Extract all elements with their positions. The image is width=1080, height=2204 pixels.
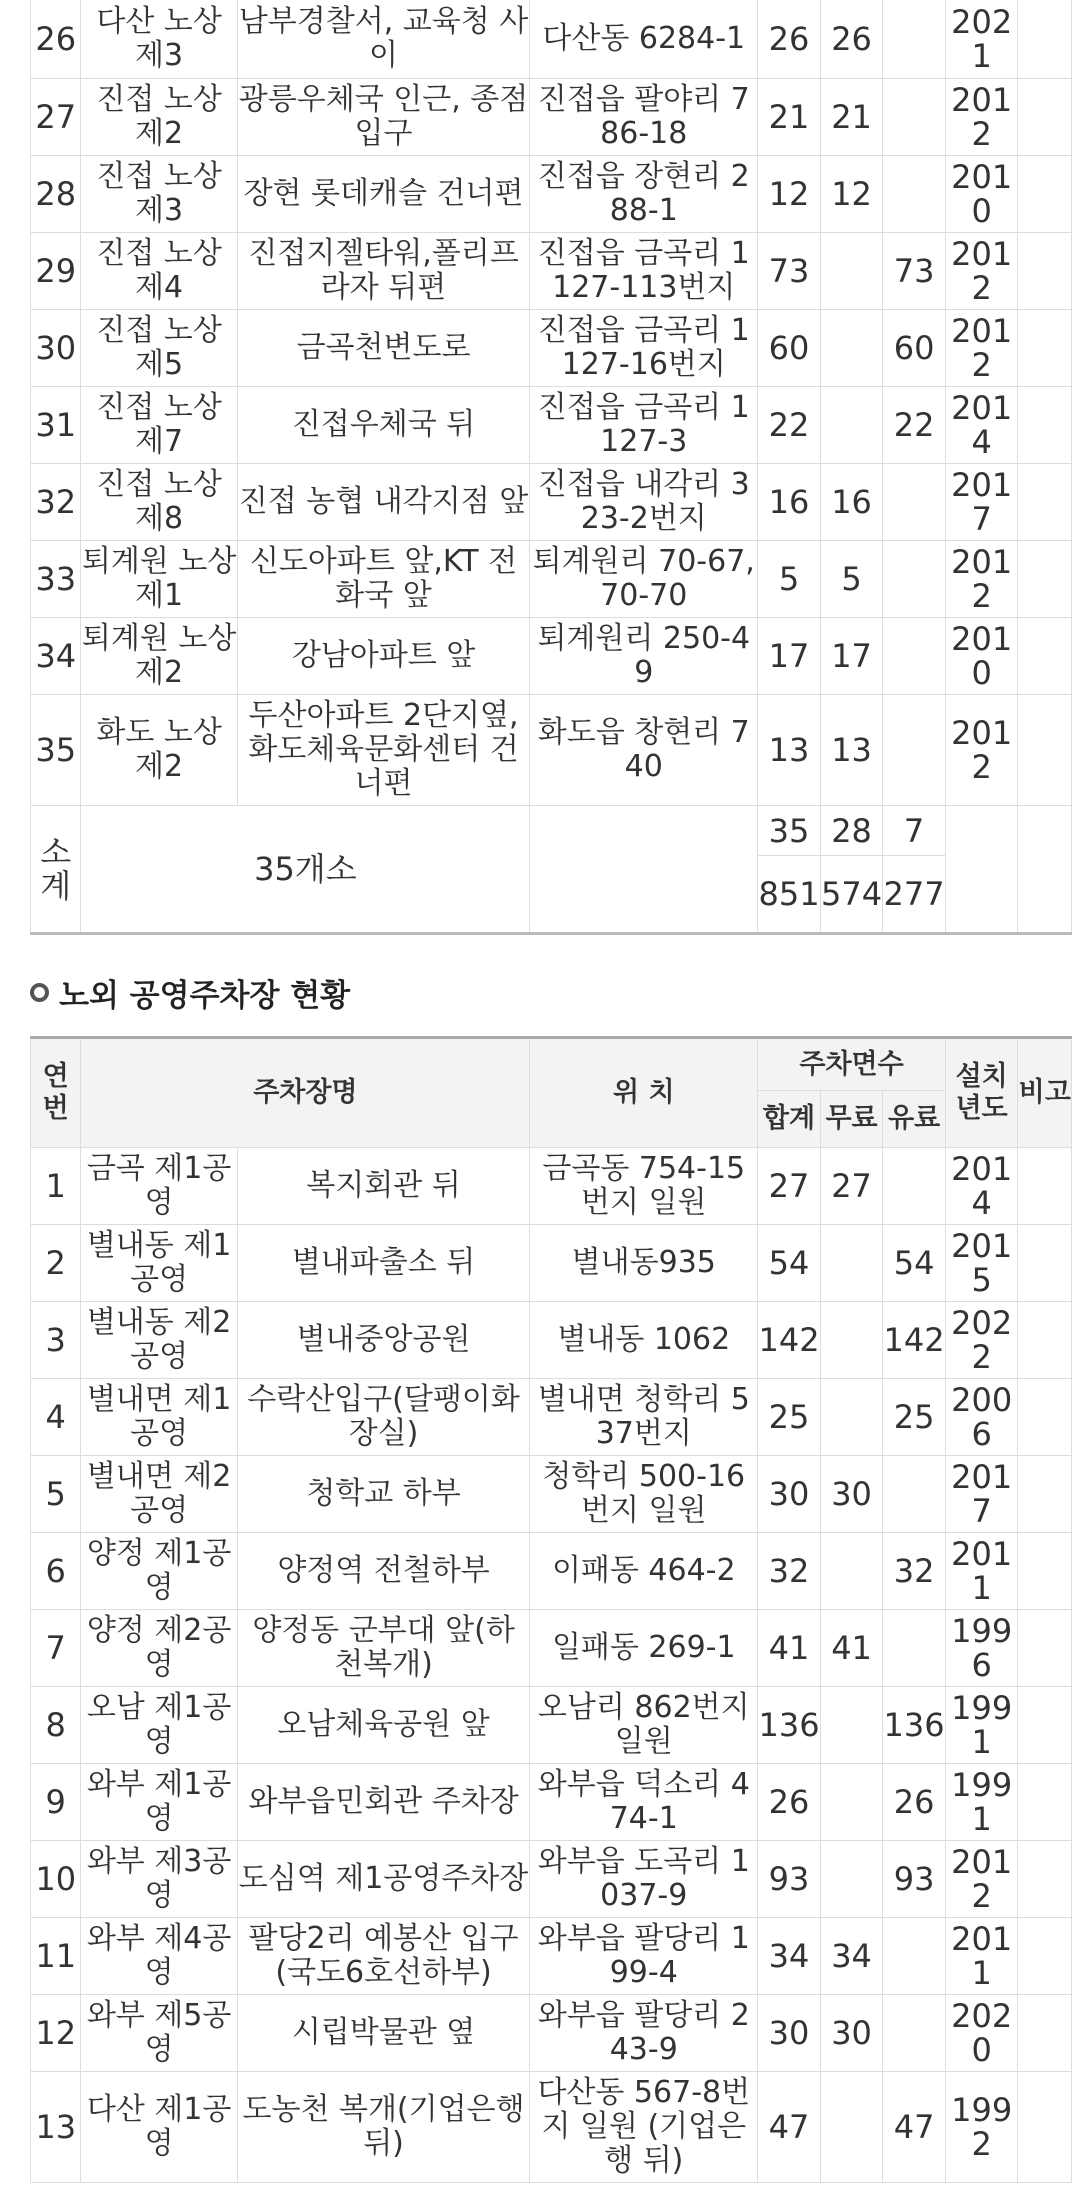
cell-name: 별내면 제2공영 <box>81 1456 237 1533</box>
cell-no: 27 <box>31 79 81 156</box>
section-heading <box>30 972 350 1012</box>
cell-name: 금곡 제1공영 <box>81 1148 237 1225</box>
cell-loc: 오남리 862번지 일원 <box>530 1687 758 1764</box>
cell-loc: 진접읍 금곡리 1127-113번지 <box>530 233 758 310</box>
cell-name: 퇴계원 노상제2 <box>81 618 237 695</box>
cell-loc: 일패동 269-1 <box>530 1610 758 1687</box>
cell-year: 2012 <box>945 541 1018 618</box>
cell-free: 5 <box>820 541 883 618</box>
cell-total: 17 <box>758 618 821 695</box>
cell-loc: 별내동 1062 <box>530 1302 758 1379</box>
subtotal-note-cell <box>1018 806 1072 934</box>
cell-free: 13 <box>820 695 883 806</box>
subtotal-section <box>31 806 1072 934</box>
cell-desc: 양정동 군부대 앞(하천복개) <box>237 1610 530 1687</box>
cell-desc: 오남체육공원 앞 <box>237 1687 530 1764</box>
cell-desc: 별내중앙공원 <box>237 1302 530 1379</box>
cell-no: 30 <box>31 310 81 387</box>
cell-desc: 진접우체국 뒤 <box>237 387 530 464</box>
cell-desc: 두산아파트 2단지옆, 화도체육문화센터 건너편 <box>237 695 530 806</box>
cell-free <box>820 1764 883 1841</box>
cell-note <box>1018 695 1072 806</box>
table-row <box>31 618 1072 695</box>
cell-name: 와부 제1공영 <box>81 1764 237 1841</box>
cell-note <box>1018 1302 1072 1379</box>
cell-desc: 도농천 복개(기업은행 뒤) <box>237 2072 530 2183</box>
cell-note <box>1018 1148 1072 1225</box>
cell-paid <box>883 0 946 79</box>
cell-note <box>1018 1918 1072 1995</box>
table-row <box>31 695 1072 806</box>
cell-total: 30 <box>758 1995 821 2072</box>
section-title: 노외 공영주차장 현황 <box>59 977 351 1014</box>
cell-year: 2011 <box>945 1918 1018 1995</box>
subtotal-row-sites <box>31 806 1072 856</box>
cell-no: 12 <box>31 1995 81 2072</box>
cell-note <box>1018 387 1072 464</box>
cell-loc: 이패동 464-2 <box>530 1533 758 1610</box>
cell-free: 26 <box>820 0 883 79</box>
cell-name: 별내동 제2공영 <box>81 1302 237 1379</box>
cell-note <box>1018 1841 1072 1918</box>
cell-total: 60 <box>758 310 821 387</box>
cell-name: 와부 제5공영 <box>81 1995 237 2072</box>
table-row <box>31 1764 1072 1841</box>
cell-name: 별내면 제1공영 <box>81 1379 237 1456</box>
cell-total: 30 <box>758 1456 821 1533</box>
cell-total: 47 <box>758 2072 821 2183</box>
cell-year: 2012 <box>945 233 1018 310</box>
cell-name: 와부 제4공영 <box>81 1918 237 1995</box>
cell-note <box>1018 156 1072 233</box>
cell-no: 4 <box>31 1379 81 1456</box>
cell-no: 26 <box>31 0 81 79</box>
cell-loc: 퇴계원리 70-67, 70-70 <box>530 541 758 618</box>
cell-loc: 와부읍 도곡리 1037-9 <box>530 1841 758 1918</box>
cell-paid <box>883 1995 946 2072</box>
cell-year: 2012 <box>945 695 1018 806</box>
cell-loc: 퇴계원리 250-49 <box>530 618 758 695</box>
cell-desc: 광릉우체국 인근, 종점입구 <box>237 79 530 156</box>
cell-paid <box>883 1610 946 1687</box>
cell-no: 35 <box>31 695 81 806</box>
cell-no: 31 <box>31 387 81 464</box>
cell-desc: 양정역 전철하부 <box>237 1533 530 1610</box>
table-row <box>31 1841 1072 1918</box>
cell-note <box>1018 2072 1072 2183</box>
cell-total: 12 <box>758 156 821 233</box>
cell-loc: 금곡동 754-15번지 일원 <box>530 1148 758 1225</box>
cell-loc: 진접읍 금곡리 1127-16번지 <box>530 310 758 387</box>
subtotal-sites-free: 28 <box>820 806 883 856</box>
cell-year: 2014 <box>945 1148 1018 1225</box>
table-row <box>31 1225 1072 1302</box>
cell-no: 9 <box>31 1764 81 1841</box>
cell-year: 1992 <box>945 2072 1018 2183</box>
cell-no: 29 <box>31 233 81 310</box>
table-row <box>31 156 1072 233</box>
cell-free <box>820 1225 883 1302</box>
subtotal-spaces-total: 851 <box>758 856 821 934</box>
cell-total: 21 <box>758 79 821 156</box>
cell-loc: 다산동 6284-1 <box>530 0 758 79</box>
header-free: 무료 <box>820 1091 883 1148</box>
table-row <box>31 1533 1072 1610</box>
cell-paid: 54 <box>883 1225 946 1302</box>
cell-free: 21 <box>820 79 883 156</box>
cell-year: 2011 <box>945 1533 1018 1610</box>
cell-desc: 시립박물관 옆 <box>237 1995 530 2072</box>
cell-year: 1991 <box>945 1764 1018 1841</box>
cell-year: 2020 <box>945 1995 1018 2072</box>
cell-total: 13 <box>758 695 821 806</box>
table-header <box>31 1038 1072 1148</box>
cell-year: 2010 <box>945 618 1018 695</box>
table-row <box>31 1995 1072 2072</box>
cell-paid: 142 <box>883 1302 946 1379</box>
subtotal-spaces-paid: 277 <box>883 856 946 934</box>
cell-total: 26 <box>758 0 821 79</box>
cell-no: 10 <box>31 1841 81 1918</box>
cell-loc: 별내동935 <box>530 1225 758 1302</box>
cell-desc: 청학교 하부 <box>237 1456 530 1533</box>
cell-desc: 강남아파트 앞 <box>237 618 530 695</box>
cell-free <box>820 1687 883 1764</box>
cell-total: 25 <box>758 1379 821 1456</box>
cell-name: 진접 노상 제5 <box>81 310 237 387</box>
table-row <box>31 1302 1072 1379</box>
table-row <box>31 2072 1072 2183</box>
header-spaces: 주차면수 <box>758 1038 946 1091</box>
cell-note <box>1018 464 1072 541</box>
offstreet-parking-table <box>30 1036 1072 2183</box>
subtotal-location-cell <box>530 806 758 934</box>
cell-no: 33 <box>31 541 81 618</box>
cell-total: 27 <box>758 1148 821 1225</box>
cell-year: 2012 <box>945 1841 1018 1918</box>
cell-note <box>1018 1687 1072 1764</box>
cell-free <box>820 1302 883 1379</box>
cell-note <box>1018 1533 1072 1610</box>
cell-loc: 와부읍 덕소리 474-1 <box>530 1764 758 1841</box>
cell-free <box>820 387 883 464</box>
table-row <box>31 387 1072 464</box>
cell-paid: 47 <box>883 2072 946 2183</box>
cell-year: 1991 <box>945 1687 1018 1764</box>
cell-note <box>1018 310 1072 387</box>
cell-year: 2010 <box>945 156 1018 233</box>
cell-loc: 다산동 567-8번지 일원 (기업은행 뒤) <box>530 2072 758 2183</box>
cell-paid <box>883 1456 946 1533</box>
cell-note <box>1018 1456 1072 1533</box>
cell-name: 퇴계원 노상제1 <box>81 541 237 618</box>
cell-name: 진접 노상 제3 <box>81 156 237 233</box>
table-row <box>31 464 1072 541</box>
cell-name: 양정 제1공영 <box>81 1533 237 1610</box>
header-note: 비고 <box>1018 1038 1072 1148</box>
cell-desc: 도심역 제1공영주차장 <box>237 1841 530 1918</box>
table-row <box>31 1379 1072 1456</box>
cell-total: 136 <box>758 1687 821 1764</box>
cell-paid <box>883 79 946 156</box>
cell-loc: 와부읍 팔당리 243-9 <box>530 1995 758 2072</box>
cell-paid <box>883 1918 946 1995</box>
cell-name: 진접 노상 제4 <box>81 233 237 310</box>
cell-year: 2014 <box>945 387 1018 464</box>
cell-desc: 진접지젤타워,폴리프라자 뒤편 <box>237 233 530 310</box>
table-row <box>31 0 1072 79</box>
cell-name: 다산 노상 제3 <box>81 0 237 79</box>
cell-paid <box>883 695 946 806</box>
cell-desc: 남부경찰서, 교육청 사이 <box>237 0 530 79</box>
cell-note <box>1018 233 1072 310</box>
cell-note <box>1018 79 1072 156</box>
cell-total: 73 <box>758 233 821 310</box>
cell-paid <box>883 618 946 695</box>
cell-name: 별내동 제1공영 <box>81 1225 237 1302</box>
header-year: 설치년도 <box>945 1038 1018 1148</box>
cell-desc: 진접 농협 내각지점 앞 <box>237 464 530 541</box>
cell-paid <box>883 464 946 541</box>
cell-loc: 진접읍 팔야리 786-18 <box>530 79 758 156</box>
cell-name: 진접 노상 제2 <box>81 79 237 156</box>
cell-paid: 136 <box>883 1687 946 1764</box>
cell-total: 26 <box>758 1764 821 1841</box>
cell-paid: 32 <box>883 1533 946 1610</box>
cell-total: 93 <box>758 1841 821 1918</box>
cell-free <box>820 310 883 387</box>
cell-total: 34 <box>758 1918 821 1995</box>
cell-no: 7 <box>31 1610 81 1687</box>
subtotal-count: 35개소 <box>81 806 530 934</box>
cell-note <box>1018 1995 1072 2072</box>
cell-total: 5 <box>758 541 821 618</box>
cell-loc: 진접읍 금곡리 1127-3 <box>530 387 758 464</box>
cell-desc: 복지회관 뒤 <box>237 1148 530 1225</box>
cell-no: 3 <box>31 1302 81 1379</box>
cell-loc: 진접읍 장현리 288-1 <box>530 156 758 233</box>
table-row <box>31 1456 1072 1533</box>
cell-desc: 와부읍민회관 주차장 <box>237 1764 530 1841</box>
cell-no: 28 <box>31 156 81 233</box>
cell-year: 2015 <box>945 1225 1018 1302</box>
table-row <box>31 541 1072 618</box>
table-row <box>31 310 1072 387</box>
circle-bullet-icon <box>30 983 49 1002</box>
cell-note <box>1018 541 1072 618</box>
cell-paid: 25 <box>883 1379 946 1456</box>
cell-paid <box>883 541 946 618</box>
cell-total: 32 <box>758 1533 821 1610</box>
cell-free: 34 <box>820 1918 883 1995</box>
cell-free: 27 <box>820 1148 883 1225</box>
cell-note <box>1018 1379 1072 1456</box>
roadside-parking-rows <box>31 0 1072 806</box>
cell-name: 다산 제1공영 <box>81 2072 237 2183</box>
cell-desc: 금곡천변도로 <box>237 310 530 387</box>
cell-free: 30 <box>820 1995 883 2072</box>
cell-note <box>1018 1610 1072 1687</box>
subtotal-year-cell <box>945 806 1018 934</box>
cell-paid: 60 <box>883 310 946 387</box>
cell-no: 34 <box>31 618 81 695</box>
table-row <box>31 1148 1072 1225</box>
cell-no: 13 <box>31 2072 81 2183</box>
table-row <box>31 233 1072 310</box>
offstreet-parking-rows <box>31 1148 1072 2183</box>
cell-paid: 26 <box>883 1764 946 1841</box>
cell-desc: 별내파출소 뒤 <box>237 1225 530 1302</box>
cell-free: 16 <box>820 464 883 541</box>
cell-year: 2012 <box>945 310 1018 387</box>
cell-year: 2022 <box>945 1302 1018 1379</box>
cell-free <box>820 2072 883 2183</box>
cell-free <box>820 233 883 310</box>
cell-paid <box>883 156 946 233</box>
cell-desc: 수락산입구(달팽이화장실) <box>237 1379 530 1456</box>
cell-free <box>820 1533 883 1610</box>
cell-name: 양정 제2공영 <box>81 1610 237 1687</box>
cell-name: 진접 노상 제8 <box>81 464 237 541</box>
cell-no: 5 <box>31 1456 81 1533</box>
cell-name: 진접 노상 제7 <box>81 387 237 464</box>
header-name: 주차장명 <box>81 1038 530 1148</box>
cell-no: 2 <box>31 1225 81 1302</box>
cell-year: 2012 <box>945 79 1018 156</box>
subtotal-sites-total: 35 <box>758 806 821 856</box>
cell-total: 22 <box>758 387 821 464</box>
subtotal-label: 소계 <box>31 806 81 934</box>
cell-free: 41 <box>820 1610 883 1687</box>
cell-total: 54 <box>758 1225 821 1302</box>
cell-free: 12 <box>820 156 883 233</box>
cell-name: 와부 제3공영 <box>81 1841 237 1918</box>
subtotal-sites-paid: 7 <box>883 806 946 856</box>
cell-note <box>1018 1764 1072 1841</box>
cell-paid <box>883 1148 946 1225</box>
cell-loc: 청학리 500-16번지 일원 <box>530 1456 758 1533</box>
cell-year: 1996 <box>945 1610 1018 1687</box>
cell-desc: 신도아파트 앞,KT 전화국 앞 <box>237 541 530 618</box>
table-row <box>31 1610 1072 1687</box>
cell-paid: 22 <box>883 387 946 464</box>
cell-loc: 와부읍 팔당리 199-4 <box>530 1918 758 1995</box>
cell-free <box>820 1841 883 1918</box>
header-location: 위 치 <box>530 1038 758 1148</box>
cell-note <box>1018 618 1072 695</box>
header-total: 합계 <box>758 1091 821 1148</box>
table-row <box>31 1687 1072 1764</box>
cell-total: 16 <box>758 464 821 541</box>
cell-total: 41 <box>758 1610 821 1687</box>
cell-year: 2021 <box>945 0 1018 79</box>
cell-year: 2017 <box>945 464 1018 541</box>
cell-free: 17 <box>820 618 883 695</box>
cell-name: 화도 노상 제2 <box>81 695 237 806</box>
cell-note <box>1018 1225 1072 1302</box>
subtotal-spaces-free: 574 <box>820 856 883 934</box>
cell-free <box>820 1379 883 1456</box>
cell-name: 오남 제1공영 <box>81 1687 237 1764</box>
header-paid: 유료 <box>883 1091 946 1148</box>
cell-paid: 73 <box>883 233 946 310</box>
cell-no: 8 <box>31 1687 81 1764</box>
cell-no: 1 <box>31 1148 81 1225</box>
cell-total: 142 <box>758 1302 821 1379</box>
cell-no: 32 <box>31 464 81 541</box>
cell-desc: 장현 롯데캐슬 건너편 <box>237 156 530 233</box>
roadside-parking-table <box>30 0 1072 935</box>
cell-note <box>1018 0 1072 79</box>
cell-no: 11 <box>31 1918 81 1995</box>
table-row <box>31 79 1072 156</box>
cell-loc: 진접읍 내각리 323-2번지 <box>530 464 758 541</box>
cell-desc: 팔당2리 예봉산 입구(국도6호선하부) <box>237 1918 530 1995</box>
cell-free: 30 <box>820 1456 883 1533</box>
cell-year: 2006 <box>945 1379 1018 1456</box>
cell-loc: 화도읍 창현리 740 <box>530 695 758 806</box>
header-no: 연번 <box>31 1038 81 1148</box>
table-row <box>31 1918 1072 1995</box>
cell-year: 2017 <box>945 1456 1018 1533</box>
cell-no: 6 <box>31 1533 81 1610</box>
cell-loc: 별내면 청학리 537번지 <box>530 1379 758 1456</box>
cell-paid: 93 <box>883 1841 946 1918</box>
